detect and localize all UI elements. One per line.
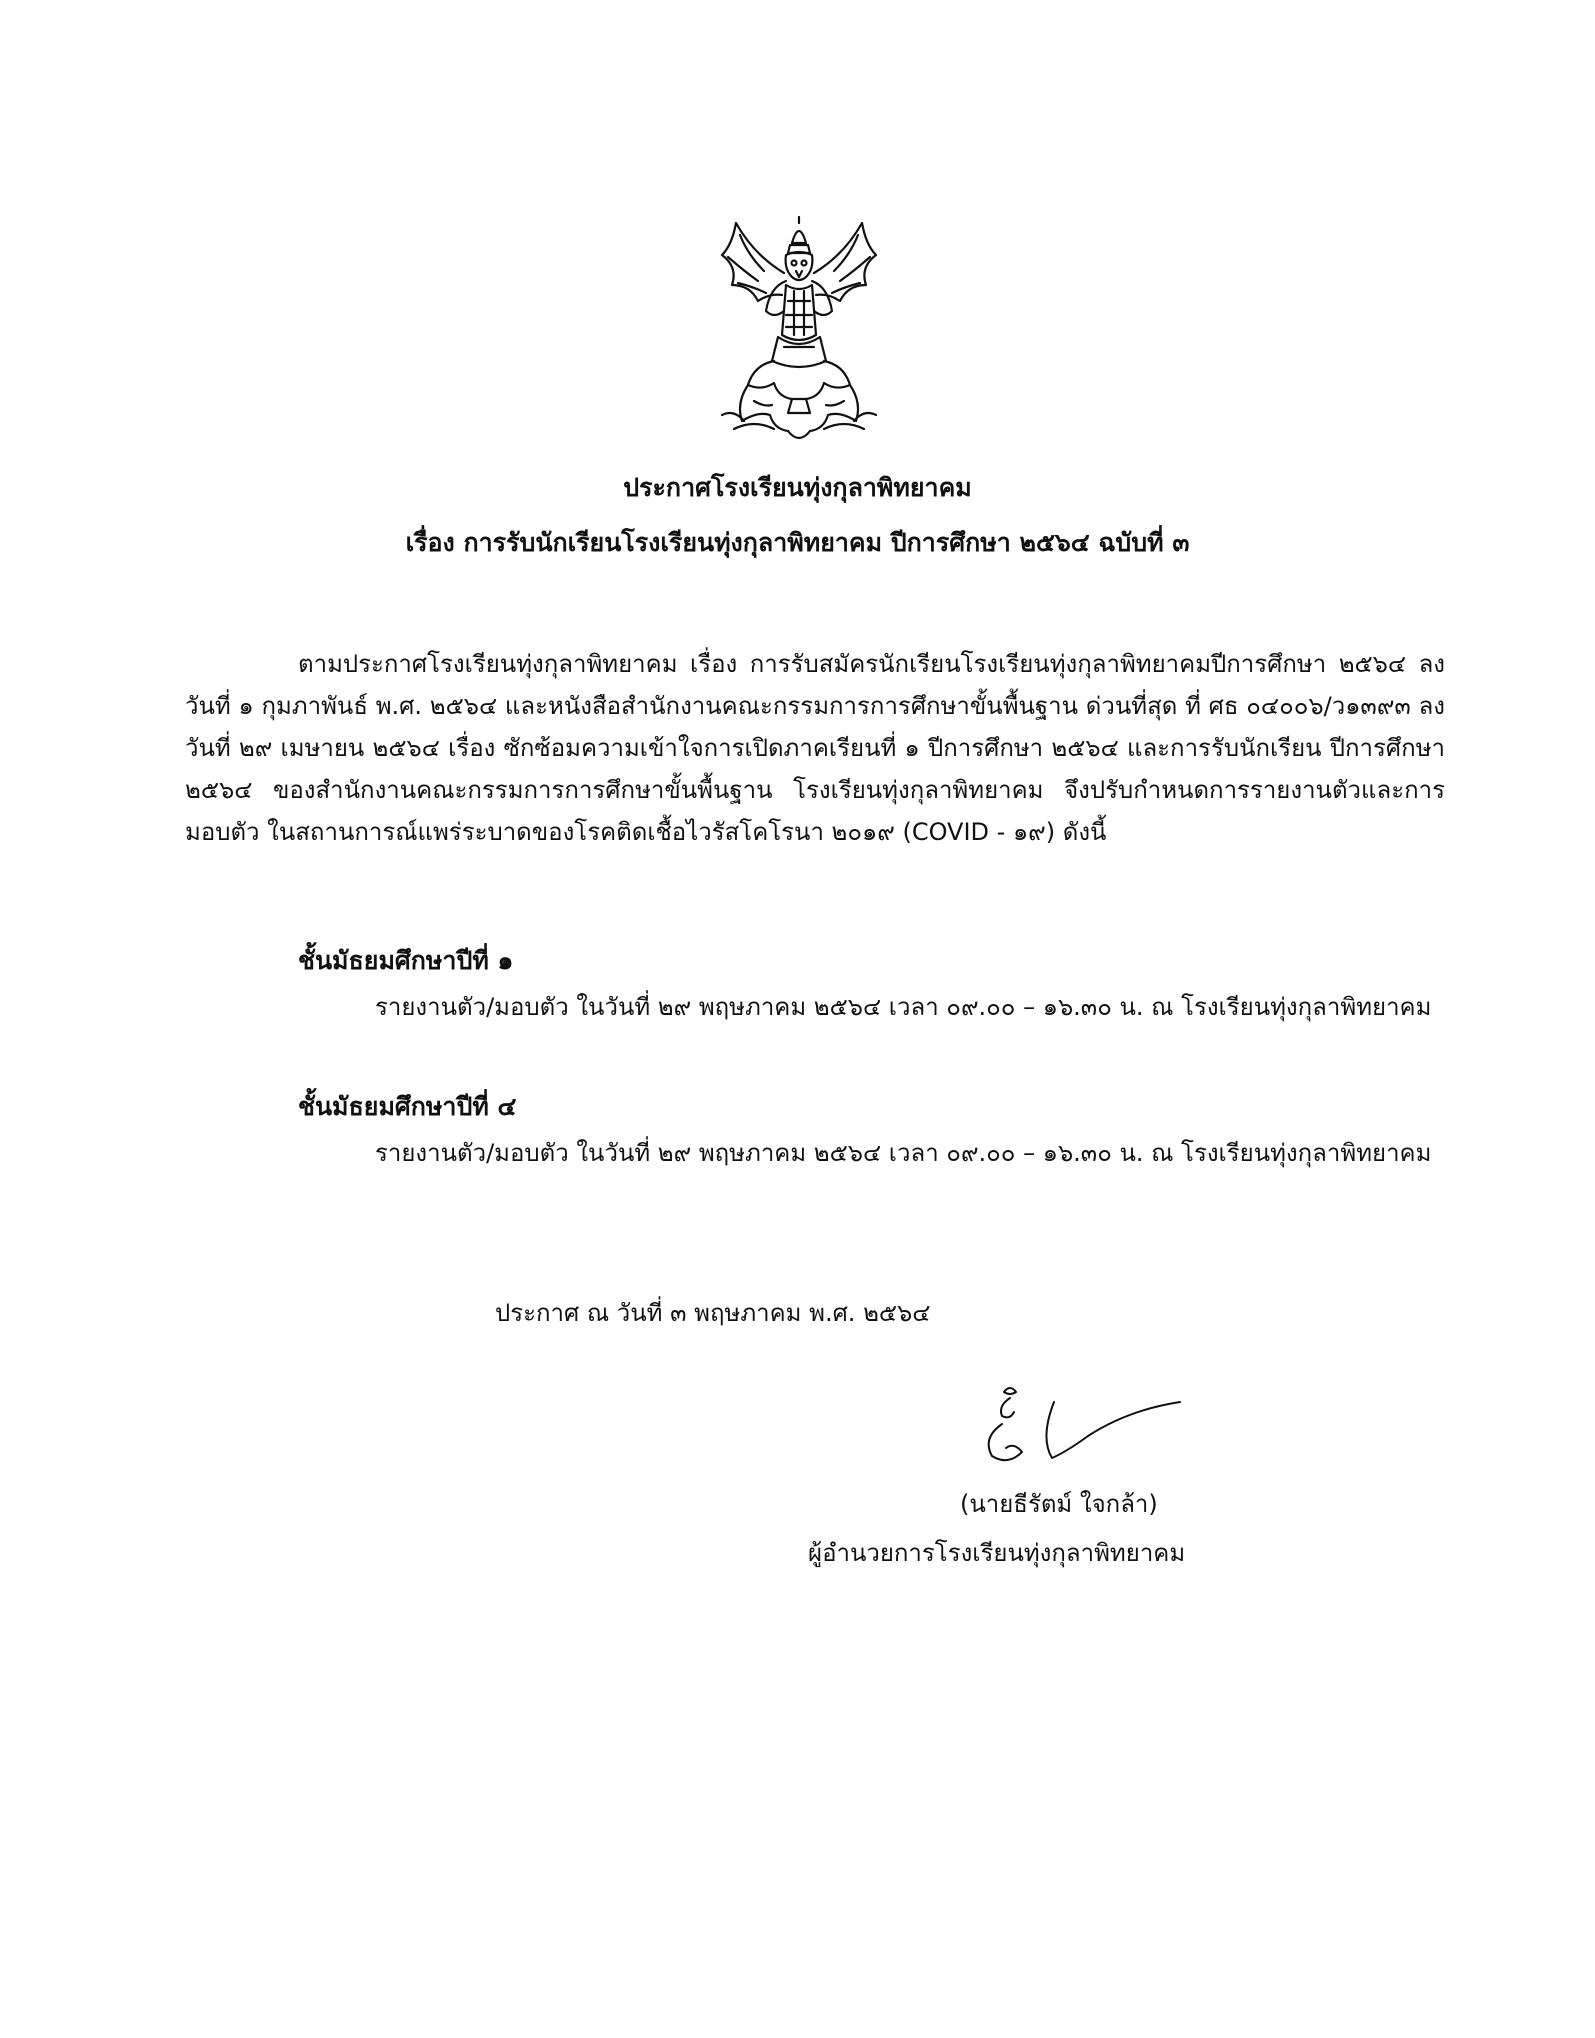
signer-position: ผู้อำนวยการโรงเรียนทุ่งกุลาพิทยาคม	[808, 1539, 1186, 1567]
garuda-emblem-icon	[714, 215, 884, 450]
announcement-dateline: ประกาศ ณ วันที่ ๓ พฤษภาคม พ.ศ. ๒๕๖๔	[495, 1299, 931, 1327]
signer-name: (นายธีรัตม์ ใจกล้า)	[960, 1490, 1158, 1518]
section-detail-m1: รายงานตัว/มอบตัว ในวันที่ ๒๙ พฤษภาคม ๒๕๖๔ เวลา ๐๙.๐๐ – ๑๖.๓๐ น. ณ โรงเรียนทุ่งกุลาพิทยาคม	[375, 993, 1432, 1021]
announcement-subject: เรื่อง การรับนักเรียนโรงเรียนทุ่งกุลาพิทยาคม ปีการศึกษา ๒๕๖๔ ฉบับที่ ๓	[405, 528, 1190, 557]
announcement-title: ประกาศโรงเรียนทุ่งกุลาพิทยาคม	[623, 473, 972, 502]
section-detail-m4: รายงานตัว/มอบตัว ในวันที่ ๒๙ พฤษภาคม ๒๕๖๔ เวลา ๐๙.๐๐ – ๑๖.๓๐ น. ณ โรงเรียนทุ่งกุลาพิทยาคม	[375, 1139, 1432, 1167]
section-heading-m1: ชั้นมัธยมศึกษาปีที่ ๑	[298, 946, 514, 975]
intro-paragraph: ตามประกาศโรงเรียนทุ่งกุลาพิทยาคม เรื่อง การรับสมัครนักเรียนโรงเรียนทุ่งกุลาพิทยาคมปีการศึกษา ๒๕๖๔ ลงวันที่ ๑ กุมภาพันธ์ พ.ศ. ๒๕๖๔ และหนังสือสำนักงานคณะกรรมการการศึกษาขั้นพื้นฐาน ด่วนที่สุด ที่ ศธ ๐๔๐๐๖/ว๑๓๙๓ ลงวันที่ ๒๙ เมษายน ๒๕๖๔ เรื่อง ซักซ้อมความเข้าใจการเปิดภาคเรียนที่ ๑ ปีการศึกษา ๒๕๖๔ และการรับนักเรียน ปีการศึกษา ๒๕๖๔ ของสำนักงานคณะกรรมการการศึกษาขั้นพื้นฐาน โรงเรียนทุ่งกุลาพิทยาคม จึงปรับกำหนดการรายงานตัวและการมอบตัว ในสถานการณ์แพร่ระบาดของโรคติดเชื้อไวรัสโคโรนา ๒๐๑๙ (COVID - ๑๙) ดังนี้	[185, 650, 1446, 846]
section-heading-m4: ชั้นมัธยมศึกษาปีที่ ๔	[298, 1092, 517, 1121]
handwritten-signature	[958, 1380, 1188, 1485]
